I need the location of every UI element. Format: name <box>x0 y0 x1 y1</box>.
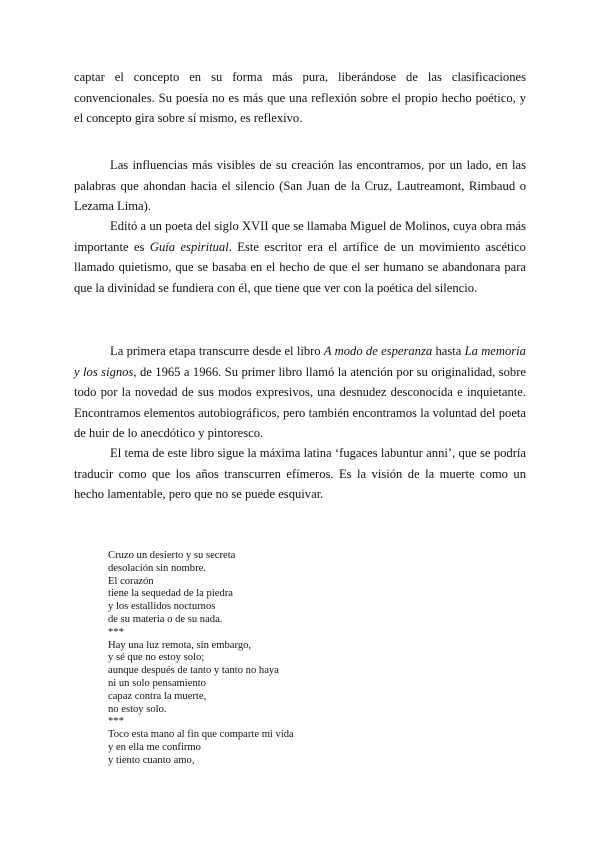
poem-line: ni un solo pensamiento <box>108 677 206 689</box>
paragraph-4 <box>74 341 526 444</box>
poem-line: Hay una luz remota, sin embargo, <box>108 639 252 651</box>
paragraph-3-text-a: Editó a un poeta del siglo XVII que se llamaba Miguel de Molinos, cuya obra más importante es <box>74 219 526 254</box>
poem-line: y los estallidos nocturnos <box>108 601 216 613</box>
book-title-guia-espiritual: Guía espiritual <box>149 239 229 254</box>
paragraph-1: captar el concepto en su forma más pura, liberándose de las clasificaciones convencionales. Su poesía no es más que una reflexión sobre el propio hecho poético, y el concepto gira sobre sí mismo, es reflexivo. <box>74 70 526 125</box>
poem-line: no estoy solo. <box>108 703 167 715</box>
poem-separator: *** <box>108 626 124 638</box>
poem-line: tiene la sequedad de la piedra <box>108 588 234 600</box>
poem-line: capaz contra la muerte, <box>108 690 207 702</box>
paragraph-3 <box>74 216 526 298</box>
poem-line: y en ella me confirmo <box>108 741 201 753</box>
poem-block <box>108 550 408 768</box>
poem-line: de su materia o de su nada. <box>108 613 223 625</box>
paragraph-4-text-c: hasta <box>432 344 465 358</box>
book-title-a-modo-de-esperanza: A modo de esperanza <box>323 344 433 358</box>
poem-line: Cruzo un desierto y su secreta <box>108 550 236 561</box>
poem-line: aunque después de tanto y tanto no haya <box>108 665 279 677</box>
poem-separator: *** <box>108 716 124 728</box>
paragraph-4-text-e: , de 1965 a 1966. Su primer libro llamó la atención por su originalidad, sobre todo por la novedad de sus modos expresivos, una desnudez desconocida e inquietante. Encontramos elementos autobiográficos, pero también encontramos la voluntad del poeta de huir de lo anecdótico y pintoresco. <box>74 364 526 440</box>
poem-line: desolación sin nombre. <box>108 562 206 574</box>
poem-line: El corazón <box>108 575 154 587</box>
paragraph-3-text-c: . Este escritor era el artífice de un movimiento ascético llamado quietismo, que se basaba en el hecho de que el ser humano se abandonara para que la divinidad se fundiera con él, que tiene que ver con la poética del silencio. <box>74 239 526 295</box>
book-title-la-memoria-y-los-signos: La memoria y los signos <box>74 344 526 379</box>
paragraph-4-text-a: La primera etapa transcurre desde el libro <box>110 344 324 358</box>
poem-line: Toco esta mano al fin que comparte mi vida <box>108 729 294 741</box>
poem-line: y tiento cuanto amo, <box>108 754 195 766</box>
paragraph-2: Las influencias más visibles de su creación las encontramos, por un lado, en las palabras que ahondan hacia el silencio (San Juan de la Cruz, Lautreamont, Rimbaud o Lezama Lima). <box>74 158 526 213</box>
paragraph-5: El tema de este libro sigue la máxima latina ‘fugaces labuntur anni’, que se podría traducir como que los años transcurren efímeros. Es la visión de la muerte como un hecho lamentable, pero que no se puede esquivar. <box>74 446 526 501</box>
poem-line: y sé que no estoy solo; <box>108 652 205 664</box>
